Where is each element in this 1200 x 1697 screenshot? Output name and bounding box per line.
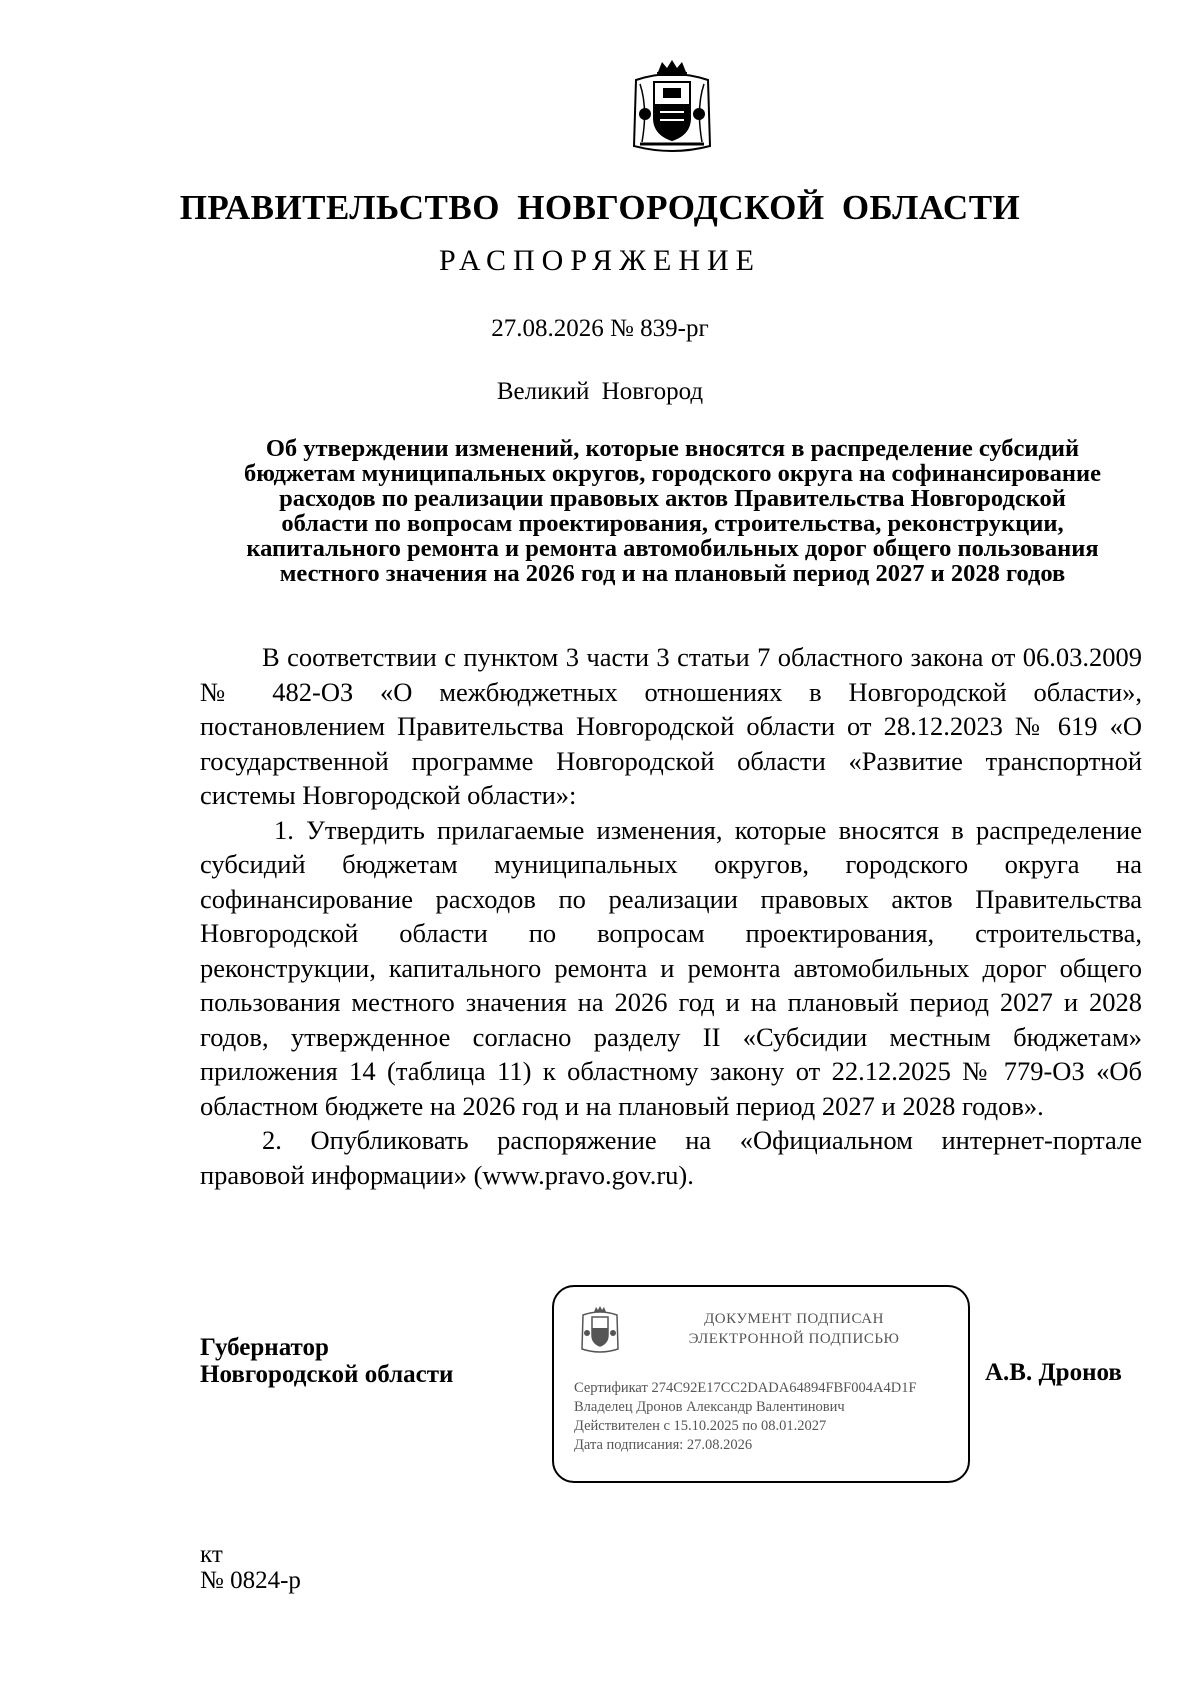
document-title <box>190 436 1155 586</box>
title-line: расходов по реализации правовых актов Правительства Новгородской <box>279 485 1066 512</box>
signatory-position-line: Новгородской области <box>200 1361 454 1388</box>
stamp-owner: Владелец Дронов Александр Валентинович <box>574 1399 845 1415</box>
title-line: области по вопросам проектирования, строительства, реконструкции, <box>281 510 1064 537</box>
title-line: бюджетам муниципальных округов, городского округа на софинансирование <box>243 460 1102 487</box>
title-line: местного значения на 2026 год и на плановый период 2027 и 2028 годов <box>279 560 1066 587</box>
stamp-certificate: Сертификат 274C92E17CC2DADA64894FBF004A4D1F <box>574 1380 917 1396</box>
coat-of-arms-icon <box>630 58 714 156</box>
footer-registration <box>200 1542 301 1594</box>
coat-of-arms-icon <box>580 1305 620 1355</box>
stamp-heading-line: ДОКУМЕНТ ПОДПИСАН <box>704 1311 884 1327</box>
item-1-paragraph: 1. Утвердить прилагаемые изменения, которые вносятся в распределение субсидий бюджетам муниципальных округов, городского округа на софинансирование расходов по реализации правовых актов Правительства Новгородской области по вопросам проектирования, строительства, реконструкции, капитального ремонта и ремонта автомобильных дорог общего пользования местного значения на 2026 год и на плановый период 2027 и 2028 годов, утвержденное согласно разделу II «Субсидии местным бюджетам» приложения 14 (таблица 11) к областному закону от 22.12.2025 № 779-ОЗ «Об областном бюджете на 2026 год и на плановый период 2027 и 2028 годов». <box>200 814 1142 1121</box>
signatory-position <box>200 1334 453 1388</box>
title-line: капитального ремонта и ремонта автомобильных дорог общего пользования <box>246 535 1099 562</box>
stamp-signing-date: Дата подписания: 27.08.2026 <box>574 1437 753 1453</box>
preamble-paragraph: В соответствии с пунктом 3 части 3 статьи 7 областного закона от 06.03.2009 № 482-ОЗ «О межбюджетных отношениях в Новгородской области», постановлением Правительства Новгородской области от 28.12.2023 № 619 «О государственной программе Новгородской области «Развитие транспортной системы Новгородской области»: <box>200 642 1142 810</box>
stamp-heading-line: ЭЛЕКТРОННОЙ ПОДПИСЬЮ <box>688 1331 900 1347</box>
title-line: Об утверждении изменений, которые вносятся в распределение субсидий <box>265 435 1080 462</box>
footer-initials: кт <box>200 1541 223 1568</box>
stamp-details <box>574 1379 917 1455</box>
document-city: Великий Новгород <box>496 378 704 405</box>
document-type: РАСПОРЯЖЕНИЕ <box>438 244 762 277</box>
signatory-name: А.В. Дронов <box>985 1359 1122 1386</box>
stamp-validity: Действителен с 15.10.2025 по 08.01.2027 <box>574 1418 827 1434</box>
stamp-heading <box>674 1309 914 1349</box>
signatory-position-line: Губернатор <box>200 1334 329 1361</box>
electronic-signature-stamp <box>552 1285 970 1483</box>
item-2-paragraph: 2. Опубликовать распоряжение на «Официальном интернет-портале правовой информации» (www.pravo.gov.ru). <box>200 1125 1142 1190</box>
document-body <box>200 640 1142 1192</box>
organization-name: ПРАВИТЕЛЬСТВО НОВГОРОДСКОЙ ОБЛАСТИ <box>179 188 1021 227</box>
footer-number: № 0824-р <box>200 1567 301 1594</box>
document-date-number: 27.08.2026 № 839-рг <box>491 315 709 342</box>
